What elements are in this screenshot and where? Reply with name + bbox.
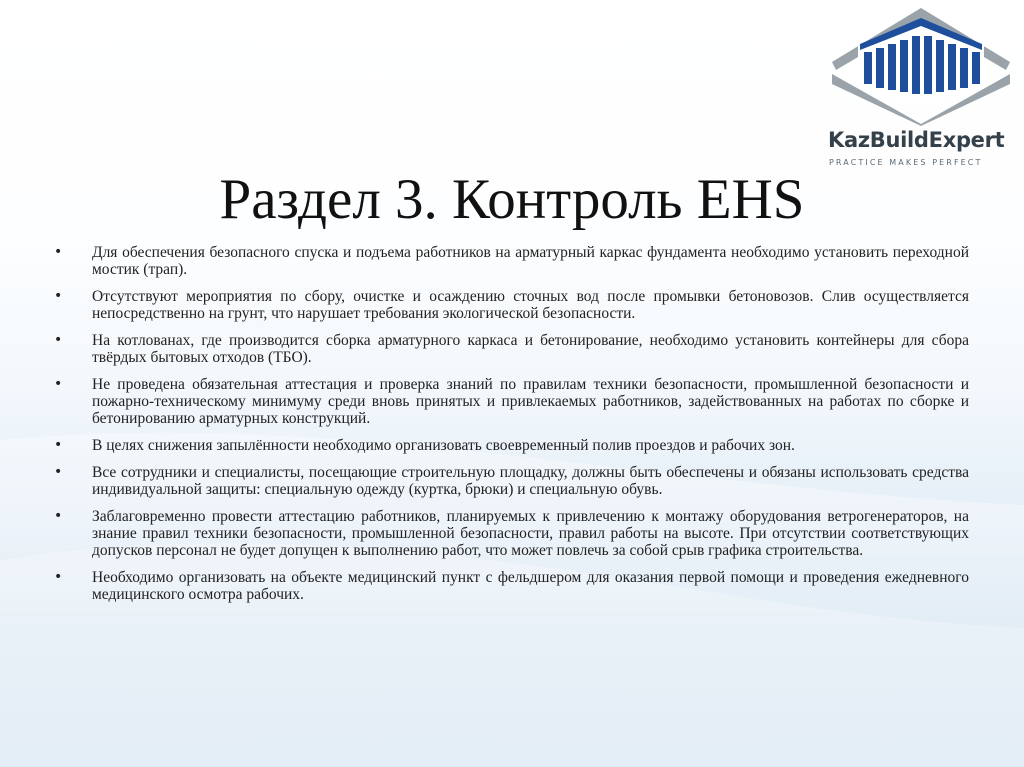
logo-name: KazBuildExpert (828, 128, 1005, 152)
bullet-icon: • (54, 332, 63, 348)
bullet-item (0, 569, 1024, 603)
bullet-icon: • (54, 569, 63, 585)
logo-tagline: PRACTICE MAKES PERFECT (829, 158, 983, 167)
bullet-text: На котлованах, где производится сборка арматурного каркаса и бетонирование, необходимо установить контейнеры для сбора твёрдых бытовых отходов (ТБО). (92, 332, 969, 366)
bullet-text: Необходимо организовать на объекте медицинский пункт с фельдшером для оказания первой помощи и проведения ежедневного медицинского осмотра рабочих. (92, 569, 969, 603)
bullet-item (0, 464, 1024, 498)
bullet-icon: • (54, 464, 63, 480)
bullet-text: В целях снижения запылённости необходимо организовать своевременный полив проездов и рабочих зон. (92, 437, 795, 454)
bullet-item (0, 244, 1024, 278)
bullet-text: Не проведена обязательная аттестация и проверка знаний по правилам техники безопасности, промышленной безопасности и пожарно-техническому минимуму среди вновь принятых и привлекаемых работников, задействованных на работах по сборке и бетонированию арматурных конструкций. (92, 376, 969, 427)
bullet-item (0, 288, 1024, 322)
slide-title: Раздел 3. Контроль EHS (219, 168, 805, 231)
bullet-item (0, 437, 1024, 454)
bullet-list (0, 244, 1024, 613)
bullet-icon: • (54, 437, 63, 453)
bullet-text: Заблаговременно провести аттестацию работников, планируемых к привлечению к монтажу оборудования ветрогенераторов, на знание правил техники безопасности, промышленной безопасности, правил работы на высоте. При отсутствии соответствующих допусков персонал не будет допущен к выполнению работ, что может повлечь за собой срыв графика строительства. (92, 508, 969, 559)
bullet-item (0, 376, 1024, 427)
bullet-text: Все сотрудники и специалисты, посещающие строительную площадку, должны быть обеспечены и обязаны использовать средства индивидуальной защиты: специальную одежду (куртка, брюки) и специальную обувь. (92, 464, 969, 498)
bullet-item (0, 332, 1024, 366)
bullet-icon: • (54, 288, 63, 304)
company-logo (822, 4, 1022, 170)
bullet-text: Отсутствуют мероприятия по сбору, очистке и осаждению сточных вод после промывки бетоновозов. Слив осуществляется непосредственно на грунт, что нарушает требования экологической безопасности. (92, 288, 969, 322)
bullet-item (0, 508, 1024, 559)
bullet-icon: • (54, 244, 63, 260)
bullet-icon: • (54, 376, 63, 392)
building-logo-icon (826, 4, 1016, 126)
bullet-icon: • (54, 508, 63, 524)
bullet-text: Для обеспечения безопасного спуска и подъема работников на арматурный каркас фундамента необходимо установить переходной мостик (трап). (92, 244, 969, 278)
